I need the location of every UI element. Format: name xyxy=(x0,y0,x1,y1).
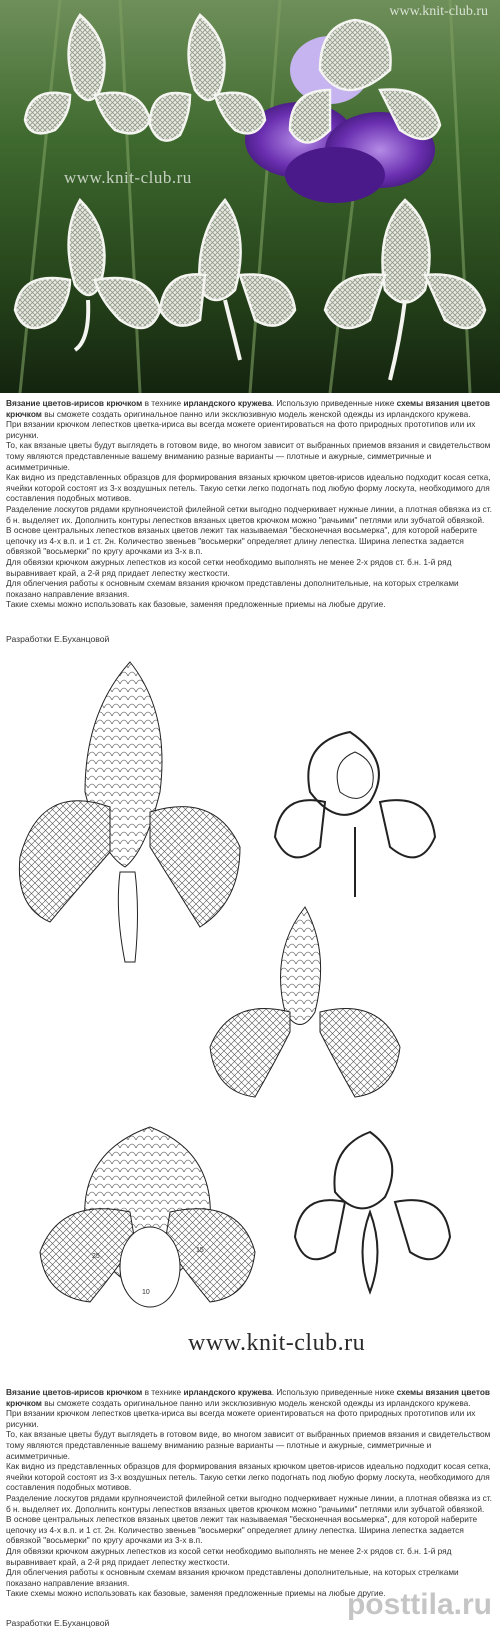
text-span: . Использую приведенные ниже xyxy=(271,1387,397,1397)
diagram-number: 10 xyxy=(142,1289,150,1296)
article-text xyxy=(6,398,492,610)
credit-repeat: Разработки Е.Буханцовой xyxy=(6,1618,110,1628)
article-text-repeat xyxy=(6,1387,492,1599)
article-paragraph: Для обвязки крючком ажурных лепестков из косой сетки необходимо выполнять не менее 2-х рядов ст. б.н. 1-й ряд выравнивает край, а 2-й ряд придает лепестку жесткости. xyxy=(6,1545,452,1567)
article-paragraph: Разделение лоскутов рядами крупноячеистой филейной сетки выгодно подчеркивает нужные линии, а плотная обвязка из ст. б н. выделяет их. Дополнить контуры лепестков вязаных цветов крючком можно "рачьими" петлями или зубчатой обвязкой. xyxy=(6,503,492,525)
watermark-top: www.knit-club.ru xyxy=(389,4,488,19)
article-paragraph: При вязании крючком лепестков цветка-ириса вы всегда можете ориентироваться на фото природных прототипов или их рисунки. xyxy=(6,1408,476,1429)
bold-phrase: схемы вязания цветов крючком xyxy=(6,398,490,419)
article-paragraph: В основе центральных лепестков вязаных цветов лежит так называемая "бесконечная восьмерка", для которой наберите цепочку из 4-х в.п. и 1 ст. 2н. Количество звеньев "восьмерки" определяет длину лепестка. Ширина лепестка задается обвязкой "восьмерки" по кругу арочками из 3-х в.п. xyxy=(6,1514,478,1546)
text-span: вы сможете создать оригинальное панно или эксклюзивную модель женской одежды из ирландского кружева. xyxy=(41,1397,471,1408)
text-span: . Использую приведенные ниже xyxy=(271,398,397,408)
article-paragraph xyxy=(6,398,492,419)
bold-phrase: ирландского кружева xyxy=(183,398,272,408)
bold-phrase: ирландского кружева xyxy=(183,1387,272,1397)
article-paragraph: То, как вязаные цветы будут выглядеть в готовом виде, во многом зависит от выбранных приемов вязания и свидетельством тому являются представленные вашему вниманию разные варианты — плотные и ажурные, симметричные и асимметричные. xyxy=(6,440,491,472)
watermark-bottom: posttila.ru xyxy=(346,1588,492,1621)
article-paragraph: Для обвязки крючком ажурных лепестков из косой сетки необходимо выполнять не менее 2-х рядов ст. б.н. 1-й ряд выравнивает край, а 2-й ряд придает лепестку жесткости. xyxy=(6,556,452,578)
article-paragraph: Как видно из представленных образцов для формирования вязаных крючком цветов-ирисов идеально подходит косая сетка, ячейки которой состоят из 3-х воздушных петель. Такую сетки легко подогнать под любую форму лоскута, необходимого для составления подобных мотивов. xyxy=(6,1461,491,1493)
iris-photo xyxy=(0,0,500,393)
article-paragraph: То, как вязаные цветы будут выглядеть в готовом виде, во многом зависит от выбранных приемов вязания и свидетельством тому являются представленные вашему вниманию разные варианты — плотные и ажурные, симметричные и асимметричные. xyxy=(6,1429,491,1461)
diagram-number: 15 xyxy=(196,1247,204,1254)
article-paragraph xyxy=(6,1387,492,1408)
watermark-diagram: www.knit-club.ru xyxy=(188,1330,366,1356)
article-paragraph: Для облегчения работы к основным схемам вязания крючком представлены дополнительные, на которых стрелками показано направление вязания. xyxy=(6,578,459,599)
article-paragraph: Разделение лоскутов рядами крупноячеистой филейной сетки выгодно подчеркивает нужные линии, а плотная обвязка из ст. б н. выделяет их. Дополнить контуры лепестков вязаных цветов крючком можно "рачьими" петлями или зубчатой обвязкой. xyxy=(6,1492,492,1514)
crochet-diagrams-art xyxy=(0,652,500,1369)
text-span: в технике xyxy=(142,398,184,408)
diagram-number: 25 xyxy=(92,1253,100,1260)
crochet-diagrams xyxy=(0,652,500,1369)
watermark-photo: www.knit-club.ru xyxy=(64,168,192,187)
credit: Разработки Е.Буханцовой xyxy=(6,634,110,644)
bold-phrase: Вязание цветов-ирисов крючком xyxy=(6,1387,143,1397)
article-paragraph: Такие схемы можно использовать как базовые, заменяя предложенные приемы на любые другие. xyxy=(6,599,386,610)
bold-phrase: схемы вязания цветов крючком xyxy=(6,1387,490,1408)
bold-phrase: Вязание цветов-ирисов крючком xyxy=(6,398,143,408)
text-span: вы сможете создать оригинальное панно или эксклюзивную модель женской одежды из ирландского кружева. xyxy=(41,408,471,419)
iris-photo-art xyxy=(0,0,500,393)
article-paragraph: В основе центральных лепестков вязаных цветов лежит так называемая "бесконечная восьмерка", для которой наберите цепочку из 4-х в.п. и 1 ст. 2н. Количество звеньев "восьмерки" определяет длину лепестка. Ширина лепестка задается обвязкой "восьмерки" по кругу арочками из 3-х в.п. xyxy=(6,525,478,557)
article-paragraph: Для облегчения работы к основным схемам вязания крючком представлены дополнительные, на которых стрелками показано направление вязания. xyxy=(6,1567,459,1588)
text-span: в технике xyxy=(142,1387,184,1397)
article-paragraph: Как видно из представленных образцов для формирования вязаных крючком цветов-ирисов идеально подходит косая сетка, ячейки которой состоят из 3-х воздушных петель. Такую сетки легко подогнать под любую форму лоскута, необходимого для составления подобных мотивов. xyxy=(6,472,491,504)
article-paragraph: При вязании крючком лепестков цветка-ириса вы всегда можете ориентироваться на фото природных прототипов или их рисунки. xyxy=(6,419,476,440)
article-paragraph: Такие схемы можно использовать как базовые, заменяя предложенные приемы на любые другие. xyxy=(6,1588,386,1599)
